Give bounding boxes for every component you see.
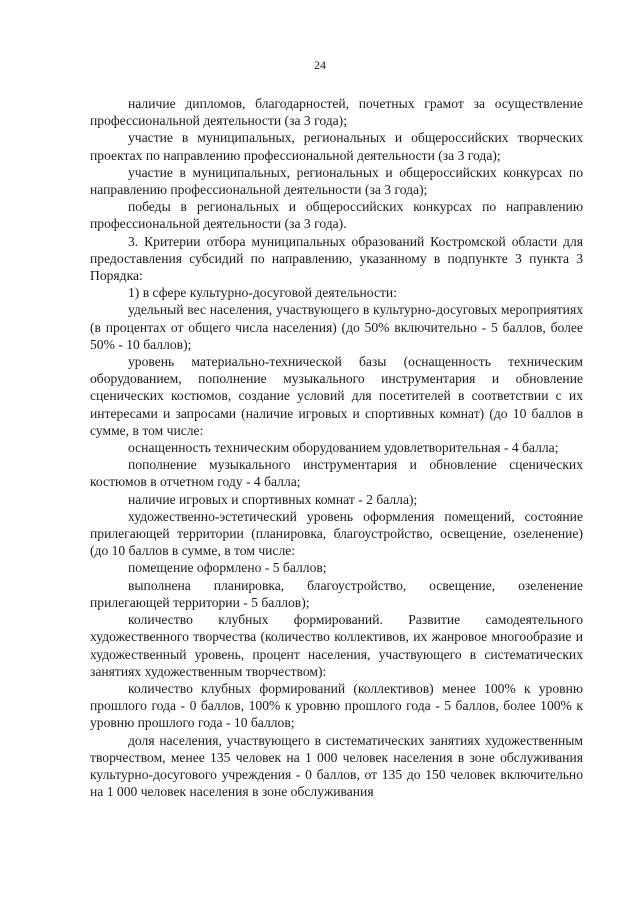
- page-number: 24: [314, 58, 326, 72]
- paragraph: удельный вес населения, участвующего в культурно-досуговых мероприятиях (в процентах от общего числа населения) (до 50% включительно - 5 баллов, более 50% - 10 баллов);: [90, 302, 583, 352]
- paragraph: участие в муниципальных, региональных и общероссийских конкурсах по направлению профессиональной деятельности (за 3 года);: [90, 164, 583, 198]
- paragraph: участие в муниципальных, региональных и общероссийских творческих проектах по направлению профессиональной деятельности (за 3 года);: [90, 130, 583, 163]
- section-heading: 3. Критерии отбора муниципальных образований Костромской области для предоставления субсидий по направлению, указанному в подпункте 3 пункта 3 Порядка:: [90, 233, 583, 284]
- paragraph: пополнение музыкального инструментария и обновление сценических костюмов в отчетном году - 4 балла;: [90, 457, 583, 490]
- subsection-heading: 1) в сфере культурно-досуговой деятельности:: [128, 285, 397, 301]
- paragraph: победы в региональных и общероссийских конкурсах по направлению профессиональной деятельности (за 3 года).: [90, 199, 583, 232]
- paragraph: оснащенность техническим оборудованием удовлетворительная - 4 балла;: [128, 440, 559, 456]
- paragraph: наличие игровых и спортивных комнат - 2 балла);: [128, 491, 418, 507]
- paragraph: наличие дипломов, благодарностей, почетных грамот за осуществление профессиональной деятельности (за 3 года);: [90, 96, 583, 129]
- paragraph: уровень материально-технической базы (оснащенность техническим оборудованием, пополнение музыкального инструментария и обновление сценических костюмов, создание условий для посетителей в соответствии с их интересами и запросами (наличие игровых и спортивных комнат) (до 10 баллов в сумме, в том числе:: [90, 354, 583, 438]
- paragraph: доля населения, участвующего в систематических занятиях художественным творчеством, менее 135 человек на 1 000 человек населения в зоне обслуживания культурно-досугового учреждения - 0 баллов, от 135 до 150 человек включительно на 1 000 человек населения в зоне обслуживания: [90, 732, 583, 800]
- paragraph: помещение оформлено - 5 баллов;: [128, 560, 327, 576]
- paragraph: количество клубных формирований. Развитие самодеятельного художественного творчества (количество коллективов, их жанровое многообразие и художественный уровень, процент населения, участвующего в систематических занятиях художественным творчеством):: [90, 612, 583, 679]
- paragraph: художественно-эстетический уровень оформления помещений, состояние прилегающей территории (планировка, благоустройство, освещение, озеленение) (до 10 баллов в сумме, в том числе:: [90, 508, 583, 559]
- document-body: [90, 95, 583, 800]
- paragraph: количество клубных формирований (коллективов) менее 100% к уровню прошлого года - 0 баллов, 100% к уровню прошлого года - 5 баллов, более 100% к уровню прошлого года - 10 баллов;: [90, 680, 583, 731]
- paragraph: выполнена планировка, благоустройство, освещение, озеленение прилегающей территории - 5 баллов);: [90, 577, 583, 610]
